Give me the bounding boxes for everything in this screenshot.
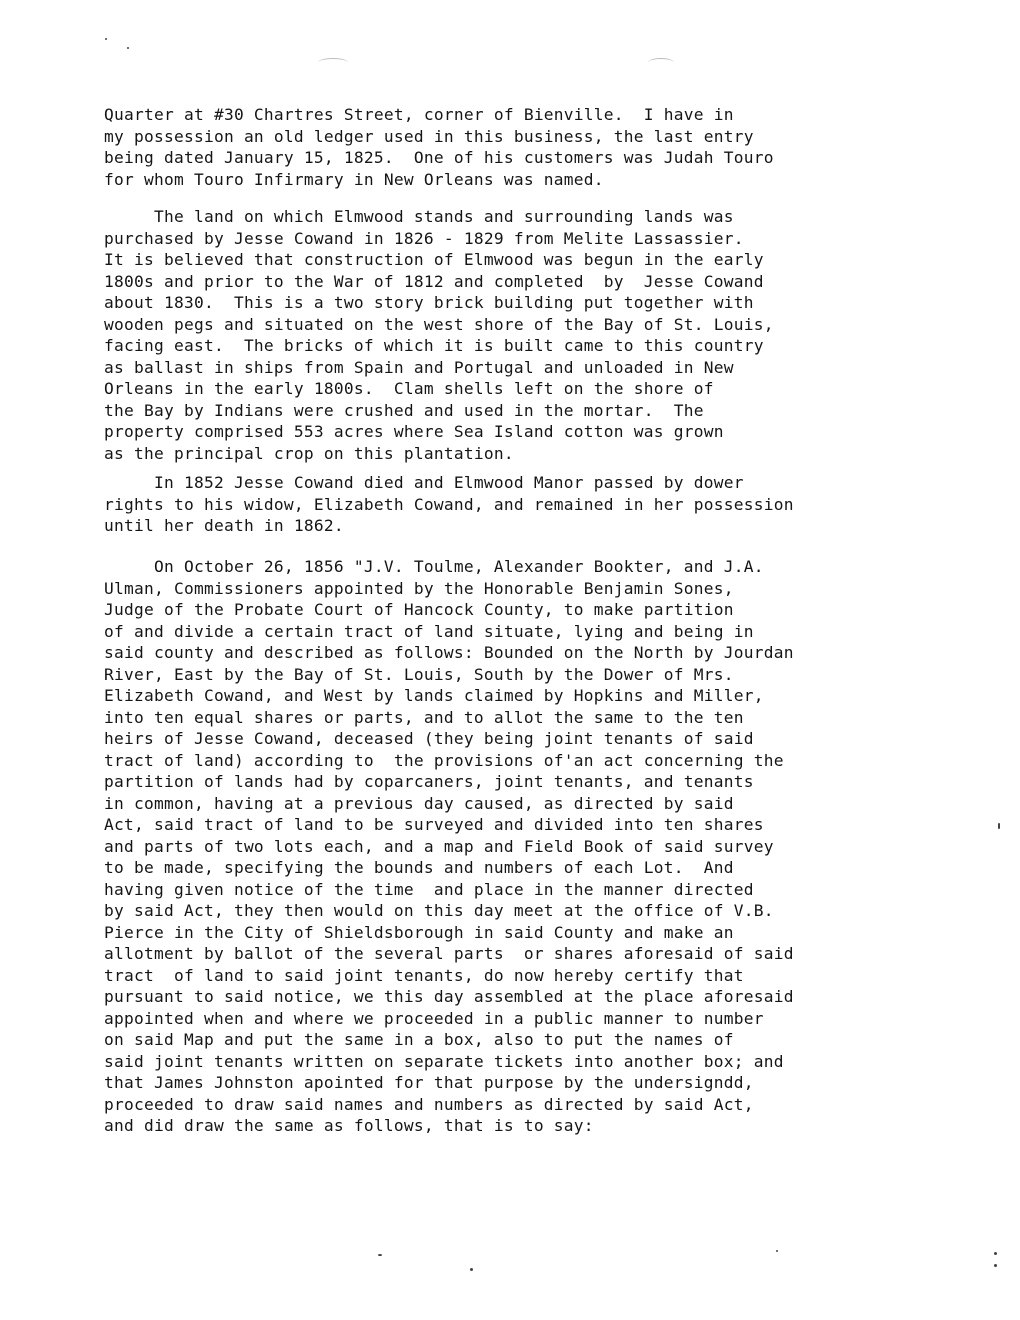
text-line: allotment by ballot of the several parts or shares aforesaid of said <box>104 944 794 963</box>
text-line: heirs of Jesse Cowand, deceased (they being joint tenants of said <box>104 729 754 748</box>
text-line: In 1852 Jesse Cowand died and Elmwood Manor passed by dower <box>104 473 744 492</box>
text-line: and parts of two lots each, and a map and Field Book of said survey <box>104 836 774 856</box>
scan-speck <box>105 38 107 40</box>
text-line: proceeded to draw said names and numbers as directed by said Act, <box>104 1094 754 1114</box>
text-line: Pierce in the City of Shieldsborough in said County and make an <box>104 922 734 942</box>
text-line: appointed when and where we proceeded in a public manner to number <box>104 1008 764 1028</box>
scan-speck <box>994 1252 997 1255</box>
scan-speck <box>470 1268 473 1271</box>
text-line: pursuant to said notice, we this day assembled at the place aforesaid <box>104 987 794 1006</box>
text-line: purchased by Jesse Cowand in 1826 - 1829 from Melite Lassassier. <box>104 228 744 248</box>
text-line: on said Map and put the same in a box, also to put the names of <box>104 1030 734 1049</box>
scan-speck <box>776 1250 778 1252</box>
scan-speck <box>127 47 129 49</box>
text-line: into ten equal shares or parts, and to allot the same to the ten <box>104 707 744 727</box>
text-line: Elizabeth Cowand, and West by lands claimed by Hopkins and Miller, <box>104 686 764 705</box>
text-line: Judge of the Probate Court of Hancock County, to make partition <box>104 600 734 619</box>
text-line: Quarter at #30 Chartres Street, corner of Bienville. I have in <box>104 105 734 124</box>
text-line: property comprised 553 acres where Sea Island cotton was grown <box>104 422 724 441</box>
text-line: to be made, specifying the bounds and numbers of each Lot. And <box>104 858 734 877</box>
text-line: of and divide a certain tract of land situate, lying and being in <box>104 621 754 641</box>
text-line: tract of land) according to the provisions of'an act concerning the <box>104 750 784 770</box>
scan-smudge <box>648 58 674 67</box>
text-line: said joint tenants written on separate tickets into another box; and <box>104 1051 784 1071</box>
scan-smudge <box>318 58 348 67</box>
text-line: as ballast in ships from Spain and Portugal and unloaded in New <box>104 357 734 377</box>
text-line: tract of land to said joint tenants, do now hereby certify that <box>104 965 744 985</box>
text-line: said county and described as follows: Bounded on the North by Jourdan <box>104 643 794 662</box>
text-line: partition of lands had by coparcaners, joint tenants, and tenants <box>104 772 754 791</box>
text-line: by said Act, they then would on this day meet at the office of V.B. <box>104 901 774 920</box>
text-line: being dated January 15, 1825. One of his customers was Judah Touro <box>104 148 774 167</box>
text-line: 1800s and prior to the War of 1812 and completed by Jesse Cowand <box>104 271 764 291</box>
text-line: in common, having at a previous day caused, as directed by said <box>104 793 734 813</box>
scan-speck <box>994 1264 997 1267</box>
scan-speck <box>378 1254 382 1256</box>
text-line: and did draw the same as follows, that is to say: <box>104 1116 594 1135</box>
text-line: Act, said tract of land to be surveyed and divided into ten shares <box>104 815 764 834</box>
paragraph-ledger <box>104 104 934 190</box>
text-line: until her death in 1862. <box>104 516 344 535</box>
text-line: wooden pegs and situated on the west shore of the Bay of St. Louis, <box>104 314 774 334</box>
text-line: having given notice of the time and place in the manner directed <box>104 879 754 899</box>
paragraph-dower-rights <box>104 472 934 537</box>
text-line: about 1830. This is a two story brick building put together with <box>104 293 754 312</box>
text-line: facing east. The bricks of which it is built came to this country <box>104 336 764 355</box>
paragraph-partition <box>104 556 934 1137</box>
text-line: that James Johnston apointed for that purpose by the undersigndd, <box>104 1073 754 1092</box>
text-line: the Bay by Indians were crushed and used in the mortar. The <box>104 400 704 420</box>
text-line: The land on which Elmwood stands and surrounding lands was <box>104 207 734 226</box>
text-line: Ulman, Commissioners appointed by the Honorable Benjamin Sones, <box>104 578 734 598</box>
text-line: It is believed that construction of Elmwood was begun in the early <box>104 250 764 269</box>
paragraph-elmwood-land <box>104 206 934 464</box>
text-line: On October 26, 1856 "J.V. Toulme, Alexander Bookter, and J.A. <box>104 557 764 576</box>
scan-speck <box>998 823 1000 829</box>
text-line: Orleans in the early 1800s. Clam shells left on the shore of <box>104 379 714 398</box>
text-line: River, East by the Bay of St. Louis, South by the Dower of Mrs. <box>104 664 734 684</box>
text-line: rights to his widow, Elizabeth Cowand, and remained in her possession <box>104 494 794 514</box>
text-line: as the principal crop on this plantation. <box>104 443 514 463</box>
text-line: for whom Touro Infirmary in New Orleans was named. <box>104 169 604 189</box>
text-line: my possession an old ledger used in this business, the last entry <box>104 126 754 146</box>
